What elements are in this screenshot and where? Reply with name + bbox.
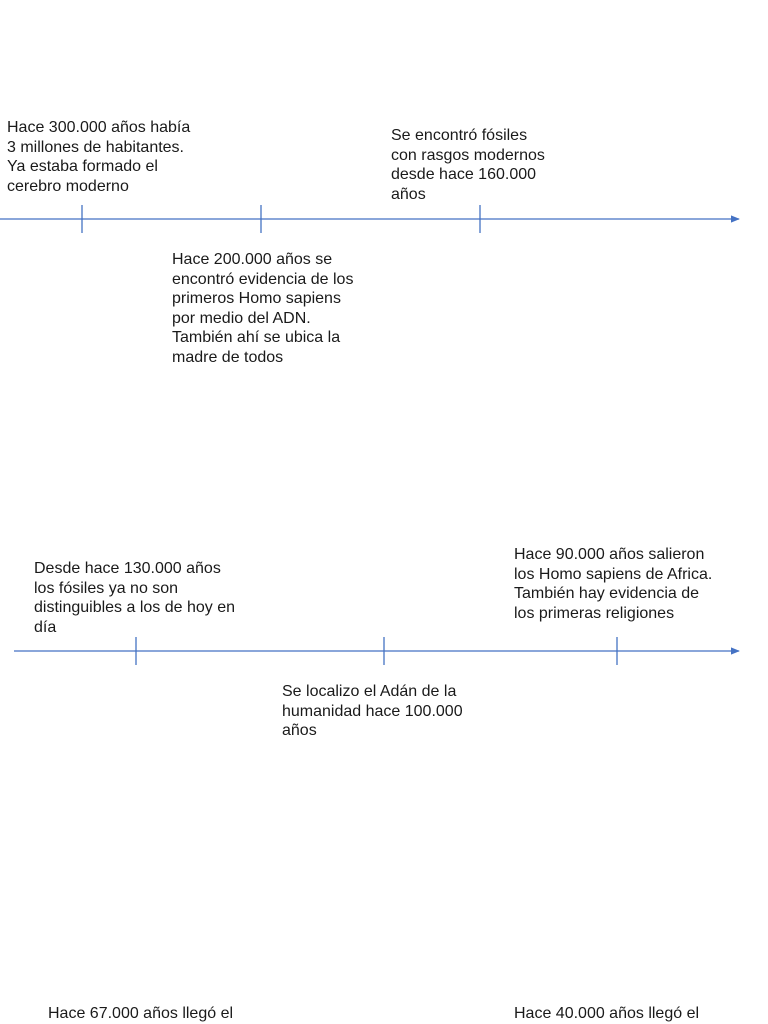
event-label-100000: Se localizo el Adán de la humanidad hace 100.000 años <box>282 683 463 739</box>
event-label-90000: Hace 90.000 años salieron los Homo sapiens de Africa. También hay evidencia de los primeras religiones <box>514 546 713 622</box>
event-label-160000: Se encontró fósiles con rasgos modernos desde hace 160.000 años <box>391 127 545 203</box>
event-label-200000: Hace 200.000 años se encontró evidencia de los primeros Homo sapiens por medio del ADN. También ahí se ubica la madre de todos <box>172 251 354 366</box>
timeline-1 <box>0 205 739 233</box>
event-label-300000: Hace 300.000 años había 3 millones de habitantes. Ya estaba formado el cerebro moderno <box>7 119 191 195</box>
event-label-67000: Hace 67.000 años llegó el <box>48 1005 234 1022</box>
event-label-40000: Hace 40.000 años llegó el <box>514 1005 700 1022</box>
timeline-2 <box>14 637 739 665</box>
event-label-130000: Desde hace 130.000 años los fósiles ya no son distinguibles a los de hoy en día <box>34 560 236 636</box>
